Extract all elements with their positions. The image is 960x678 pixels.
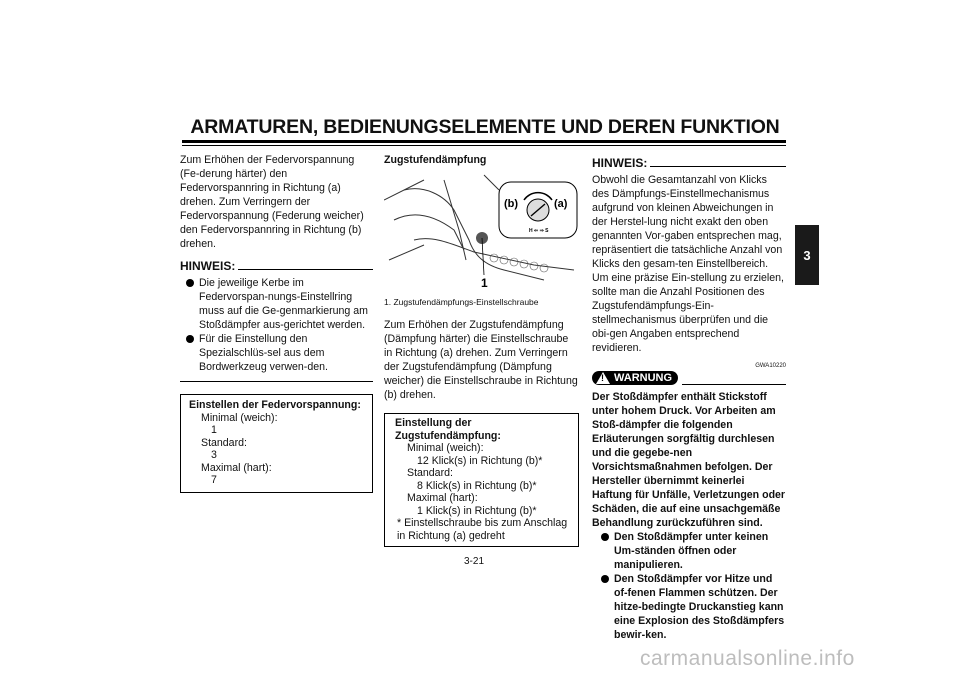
warning-list	[595, 530, 786, 642]
spec-box-damping	[384, 413, 579, 547]
spec-box-preload	[180, 394, 373, 493]
warning-rule	[682, 384, 786, 385]
section-heading: Zugstufendämpfung	[384, 154, 487, 166]
warning-text: Der Stoßdämpfer enthält Stickstoff unter hohem Druck. Vor Arbeiten am Stoß-dämpfer die folgenden Erläuterungen sorgfältig durchlesen und die gegebe-nen Vorsichtsmaßnahmen befolgen. Der Hersteller übernimmt keinerlei Haftung für Unfälle, Verletzungen oder Schäden, die auf eine unsachgemäße Behandlung zurückzuführen sind.	[592, 391, 786, 529]
title-rule-thin	[182, 145, 786, 146]
list-item: Den Stoßdämpfer vor Hitze und of-fenen Flammen schützen. Der hitze-bedingte Druckanstieg kann eine Explosion des Stoßdämpfers bewir-ken.	[595, 572, 786, 642]
spec-min-label: Minimal (weich):	[407, 442, 484, 454]
scale-text: H ⇐ ⇒ S	[529, 228, 549, 234]
label-b: (b)	[504, 198, 519, 210]
bullet-icon	[186, 279, 194, 287]
label-a: (a)	[554, 198, 568, 210]
column-left	[180, 153, 373, 493]
chapter-tab: 3	[795, 225, 819, 285]
spec-footnote: * Einstellschraube bis zum Anschlag in Richtung (a) gedreht	[397, 517, 568, 542]
page-number: 3-21	[464, 556, 485, 567]
swingarm-outline	[444, 180, 466, 260]
rebound-damping-figure	[384, 170, 579, 290]
spec-max-value: 1 Klick(s) in Richtung (b)*	[417, 504, 537, 517]
note-heading-label: HINWEIS:	[592, 156, 648, 170]
callout-number: 1	[481, 276, 488, 290]
spring-preload-text: Zum Erhöhen der Federvorspannung (Fe-derung härter) den Federvorspannring in Richtung (a) drehen. Zum Verringern der Federvorspannung (Federung weicher) den Federvorspannring in Richtung (b) drehen.	[180, 154, 364, 250]
spec-std-value: 3	[211, 449, 217, 461]
column-right	[592, 156, 786, 642]
spec-min-value: 1	[211, 424, 217, 436]
note-end-rule	[180, 381, 373, 382]
bullet-icon	[601, 575, 609, 583]
note-text-right: Obwohl die Gesamtanzahl von Klicks des Dämpfungs-Einstellmechanismus aufgrund von kleinen Abweichungen in der Herstel-lung nicht exakt den oben genannten Vor-gaben entsprechen mag, repräsentiert die tatsächliche Anzahl von Klicks den gesam-ten Einstellbereich. Um eine präzise Ein-stellung zu erzielen, sollte man die Anzahl Positionen des Zugstufendämpfungs-Ein-stellmechanismus überprüfen und die obi-gen Angaben entsprechend revidieren.	[592, 174, 784, 354]
column-middle	[384, 153, 579, 547]
warning-icon: !	[596, 372, 610, 384]
bullet-icon	[186, 335, 194, 343]
list-item: Die jeweilige Kerbe im Federvorspan-nungs-Einstellring muss auf die Ge-genmarkierung am Stoßdämpfer aus-gerichtet werden.	[180, 276, 373, 332]
list-item: Den Stoßdämpfer unter keinen Um-ständen öffnen oder manipulieren.	[595, 530, 786, 572]
spec-min-value: 12 Klick(s) in Richtung (b)*	[417, 454, 543, 467]
spec-min-label: Minimal (weich):	[201, 411, 278, 424]
list-item: Für die Einstellung den Spezialschlüs-sel aus dem Bordwerkzeug verwen-den.	[180, 332, 373, 374]
warning-badge: ! WARNUNG	[592, 371, 678, 385]
spec-max-label: Maximal (hart):	[407, 492, 478, 504]
note-heading-left	[180, 259, 373, 273]
spec-max-label: Maximal (hart):	[201, 461, 272, 474]
warning-heading	[592, 371, 786, 385]
note-heading-label: HINWEIS:	[180, 259, 236, 273]
warning-code: GWA10220	[755, 363, 786, 369]
rebound-damping-text: Zum Erhöhen der Zugstufendämpfung (Dämpfung härter) die Einstellschraube in Richtung (a) drehen. Zum Verringern der Zugstufendämpfung (Dämpfung weicher) die Einstellschraube in Richtung (b) drehen.	[384, 319, 578, 401]
watermark: carmanualsonline.info	[640, 647, 855, 670]
spec-max-value: 7	[211, 474, 217, 486]
note-list-left	[180, 276, 373, 374]
figure-caption: 1. Zugstufendämpfungs-Einstellschraube	[384, 297, 539, 307]
spec-std-label: Standard:	[407, 467, 453, 479]
note-heading-right	[592, 156, 786, 170]
page-title: ARMATUREN, BEDIENUNGSELEMENTE UND DEREN FUNKTION	[190, 116, 780, 138]
spec-box-title: Einstellung der Zugstufendämpfung:	[395, 417, 501, 442]
title-rule-thick	[182, 140, 786, 143]
spec-std-value: 8 Klick(s) in Richtung (b)*	[417, 479, 537, 492]
spec-std-label: Standard:	[201, 436, 247, 449]
spec-box-title: Einstellen der Federvorspannung:	[189, 399, 361, 411]
bullet-icon	[601, 533, 609, 541]
chain-outline	[414, 239, 574, 270]
